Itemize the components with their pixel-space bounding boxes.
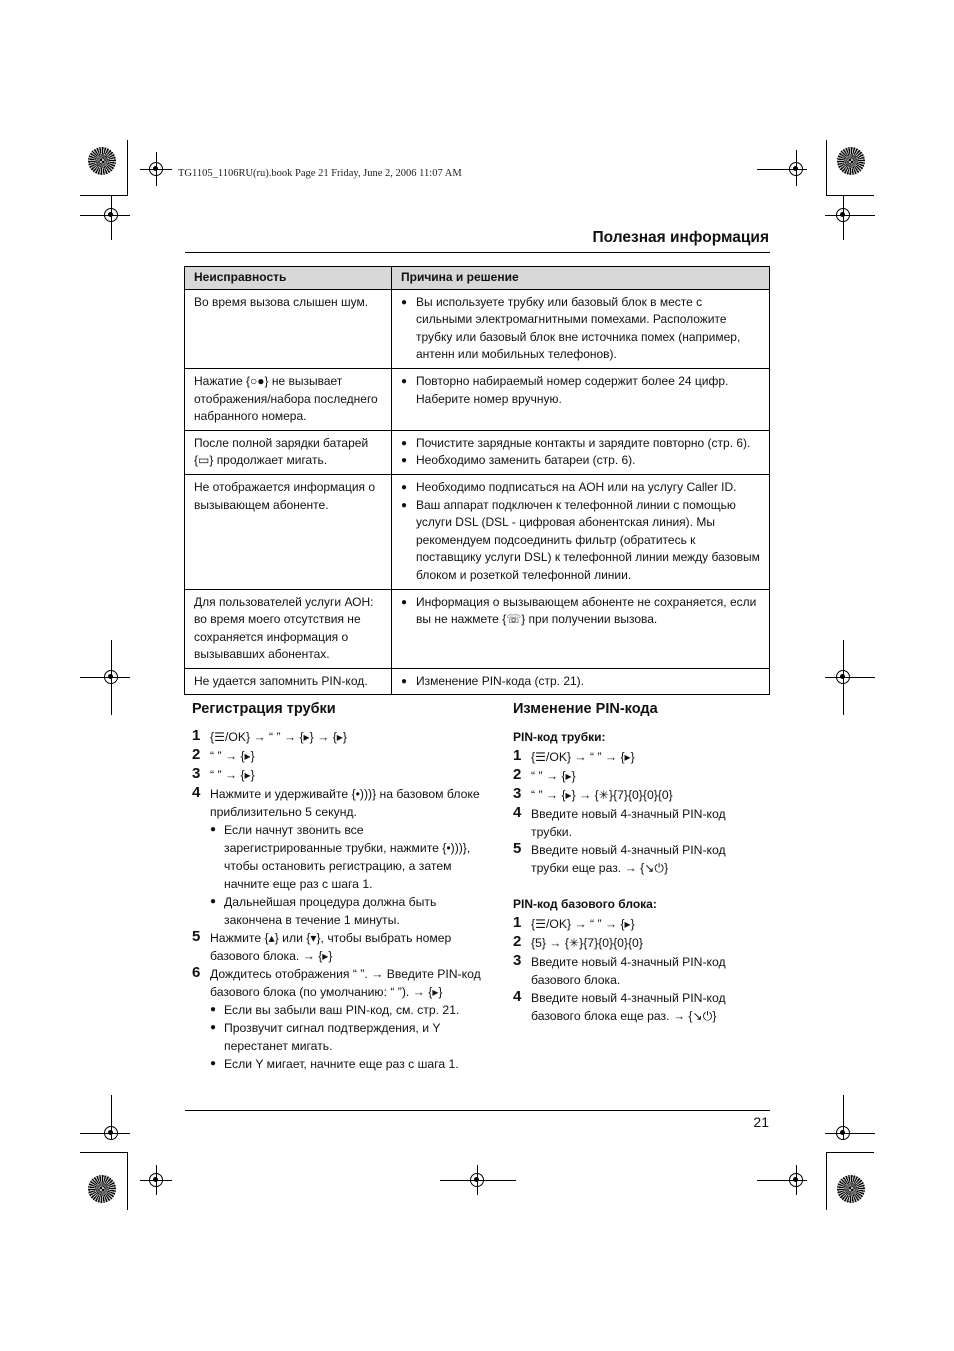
cause-cell bbox=[392, 474, 770, 589]
step bbox=[513, 989, 763, 1025]
pin-change-title: Изменение PIN-кода bbox=[513, 701, 658, 717]
pin-change-section bbox=[513, 700, 763, 1025]
step bbox=[513, 915, 763, 934]
crop-line bbox=[80, 215, 130, 216]
cause-cell bbox=[392, 368, 770, 430]
crop-line bbox=[843, 195, 844, 240]
crop-line bbox=[127, 1152, 128, 1210]
step bbox=[513, 805, 763, 841]
registration-wheel-top-left bbox=[88, 147, 116, 175]
crop-line bbox=[825, 677, 875, 678]
page-number: 21 bbox=[753, 1114, 769, 1130]
table-row bbox=[185, 668, 770, 695]
crop-line bbox=[825, 1133, 875, 1134]
step-text: “ ” → {▸} bbox=[210, 768, 255, 782]
table-header-row bbox=[185, 267, 770, 290]
cause-item: ● Повторно набираемый номер содержит более 24 цифр. Наберите номер вручную. bbox=[401, 373, 760, 408]
crop-line bbox=[156, 152, 157, 186]
problem-cell: Нажатие {○●} не вызывает отображения/набора последнего набранного номера. bbox=[185, 368, 392, 430]
table-row bbox=[185, 430, 770, 474]
step-number: 1 bbox=[513, 914, 522, 931]
step-text: “ ” → {▸} → {✳}{7}{0}{0}{0} bbox=[531, 788, 673, 802]
crop-line bbox=[80, 195, 128, 196]
column-header-cause: Причина и решение bbox=[392, 267, 770, 290]
step-number: 3 bbox=[192, 765, 201, 782]
step-number: 5 bbox=[513, 840, 522, 857]
step-number: 3 bbox=[513, 785, 522, 802]
crop-line bbox=[477, 1165, 478, 1195]
file-meta-line: TG1105_1106RU(ru).book Page 21 Friday, June 2, 2006 11:07 AM bbox=[178, 168, 462, 179]
cause-item: ● Изменение PIN-кода (стр. 21). bbox=[401, 673, 760, 691]
step-text: Введите новый 4-значный PIN-код базового блока. bbox=[531, 955, 726, 987]
cause-cell bbox=[392, 430, 770, 474]
step-number: 2 bbox=[513, 933, 522, 950]
crop-line bbox=[80, 1152, 128, 1153]
column-header-problem: Неисправность bbox=[185, 267, 392, 290]
step-text: {☰/OK} → “ ” → {▸} bbox=[531, 917, 635, 931]
table-row bbox=[185, 474, 770, 589]
crop-line bbox=[825, 215, 875, 216]
header-rule bbox=[185, 252, 770, 253]
crop-line bbox=[843, 1095, 844, 1140]
step bbox=[513, 748, 763, 767]
crop-line bbox=[440, 1180, 516, 1181]
cause-item: ● Ваш аппарат подключен к телефонной линии с помощью услуги DSL (DSL - цифровая абонентская линия). Мы рекомендуем подсоединить фильтр (обратитесь к поставщику услуги DSL) к телефонной линии между базовым блоком и розеткой телефонной линии. bbox=[401, 497, 760, 585]
cause-item: ● Информация о вызывающем абоненте не сохраняется, если вы не нажмете {☏} при получении вызова. bbox=[401, 594, 760, 629]
handset-pin-subtitle: PIN-код трубки: bbox=[513, 730, 606, 744]
crop-line bbox=[826, 195, 874, 196]
step-number: 6 bbox=[192, 964, 201, 981]
step bbox=[192, 728, 482, 747]
crop-line bbox=[826, 1152, 827, 1210]
table-row bbox=[185, 289, 770, 368]
problem-cell: Не отображается информация о вызывающем абоненте. bbox=[185, 474, 392, 589]
crop-line bbox=[80, 1133, 130, 1134]
step-number: 4 bbox=[192, 784, 201, 801]
step-number: 1 bbox=[192, 727, 201, 744]
step-number: 2 bbox=[192, 746, 201, 763]
step bbox=[192, 929, 482, 965]
step bbox=[513, 953, 763, 989]
step-note: ● Дальнейшая процедура должна быть закончена в течение 1 минуты. bbox=[192, 893, 482, 929]
crop-line bbox=[843, 640, 844, 715]
step bbox=[192, 766, 482, 785]
crop-line bbox=[757, 1180, 807, 1181]
registration-wheel-bottom-right bbox=[837, 1175, 865, 1203]
step bbox=[192, 965, 482, 1001]
crop-line bbox=[111, 1095, 112, 1140]
crop-line bbox=[796, 1165, 797, 1195]
step-number: 2 bbox=[513, 766, 522, 783]
step bbox=[192, 747, 482, 766]
step-text: “ ” → {▸} bbox=[531, 769, 576, 783]
crop-line bbox=[826, 140, 827, 195]
cause-cell bbox=[392, 289, 770, 368]
problem-cell: Для пользователей услуги АОН: во время моего отсутствия не сохраняется информация о вызывавших абонентах. bbox=[185, 589, 392, 668]
crop-line bbox=[111, 640, 112, 715]
step-note: ● Если начнут звонить все зарегистрированные трубки, нажмите {•)))}, чтобы остановить регистрацию, а затем начните еще раз с шага 1. bbox=[192, 821, 482, 893]
step bbox=[513, 786, 763, 805]
table-row bbox=[185, 368, 770, 430]
footer-rule bbox=[185, 1110, 770, 1111]
cause-cell bbox=[392, 668, 770, 695]
step-note: ● Прозвучит сигнал подтверждения, и Y перестанет мигать. bbox=[192, 1019, 482, 1055]
crop-line bbox=[80, 677, 130, 678]
step-text: Введите новый 4-значный PIN-код базового блока еще раз. → {↘⏻} bbox=[531, 991, 726, 1023]
crop-line bbox=[796, 150, 797, 186]
crop-line bbox=[757, 169, 807, 170]
step-text: {☰/OK} → “ ” → {▸} bbox=[531, 750, 635, 764]
step-number: 4 bbox=[513, 804, 522, 821]
step-text: {☰/OK} → “ ” → {▸} → {▸} bbox=[210, 730, 347, 744]
registration-wheel-bottom-left bbox=[88, 1175, 116, 1203]
crop-line bbox=[111, 195, 112, 240]
step-text: Нажмите и удерживайте {•)))} на базовом блоке приблизительно 5 секунд. bbox=[210, 787, 480, 819]
problem-cell: Во время вызова слышен шум. bbox=[185, 289, 392, 368]
cause-cell bbox=[392, 589, 770, 668]
crop-line bbox=[156, 1165, 157, 1195]
step-note: ● Если Y мигает, начните еще раз с шага 1. bbox=[192, 1055, 482, 1073]
cause-item: ● Вы используете трубку или базовый блок в месте с сильными электромагнитными помехами. Расположите трубку или базовый блок вне источника помех (например, антенн или мобильных телефонов). bbox=[401, 294, 760, 364]
troubleshooting-table bbox=[184, 266, 770, 695]
base-pin-subtitle: PIN-код базового блока: bbox=[513, 897, 657, 911]
step-text: Дождитесь отображения “ ”. → Введите PIN-код базового блока (по умолчанию: “ ”). → {▸} bbox=[210, 967, 481, 999]
step bbox=[513, 767, 763, 786]
step-text: Введите новый 4-значный PIN-код трубки еще раз. → {↘⏻} bbox=[531, 843, 726, 875]
crop-line bbox=[826, 1152, 874, 1153]
step-number: 4 bbox=[513, 988, 522, 1005]
table-row bbox=[185, 589, 770, 668]
cause-item: ● Необходимо заменить батареи (стр. 6). bbox=[401, 452, 760, 470]
step-number: 5 bbox=[192, 928, 201, 945]
step-number: 3 bbox=[513, 952, 522, 969]
step-text: “ ” → {▸} bbox=[210, 749, 255, 763]
step-text: {5} → {✳}{7}{0}{0}{0} bbox=[531, 936, 643, 950]
section-title: Полезная информация bbox=[592, 229, 769, 246]
problem-cell: Не удается запомнить PIN-код. bbox=[185, 668, 392, 695]
step-text: Введите новый 4-значный PIN-код трубки. bbox=[531, 807, 726, 839]
problem-cell: После полной зарядки батарей {▭} продолжает мигать. bbox=[185, 430, 392, 474]
cause-item: ● Почистите зарядные контакты и зарядите повторно (стр. 6). bbox=[401, 435, 760, 453]
step bbox=[192, 785, 482, 821]
step bbox=[513, 934, 763, 953]
registration-section bbox=[192, 700, 482, 1073]
registration-wheel-top-right bbox=[837, 147, 865, 175]
registration-title: Регистрация трубки bbox=[192, 701, 336, 717]
step-text: Нажмите {▴} или {▾}, чтобы выбрать номер базового блока. → {▸} bbox=[210, 931, 452, 963]
step-number: 1 bbox=[513, 747, 522, 764]
step-note: ● Если вы забыли ваш PIN-код, см. стр. 21. bbox=[192, 1001, 482, 1019]
cause-item: ● Необходимо подписаться на АОН или на услугу Caller ID. bbox=[401, 479, 760, 497]
crop-line bbox=[127, 140, 128, 195]
step bbox=[513, 841, 763, 877]
